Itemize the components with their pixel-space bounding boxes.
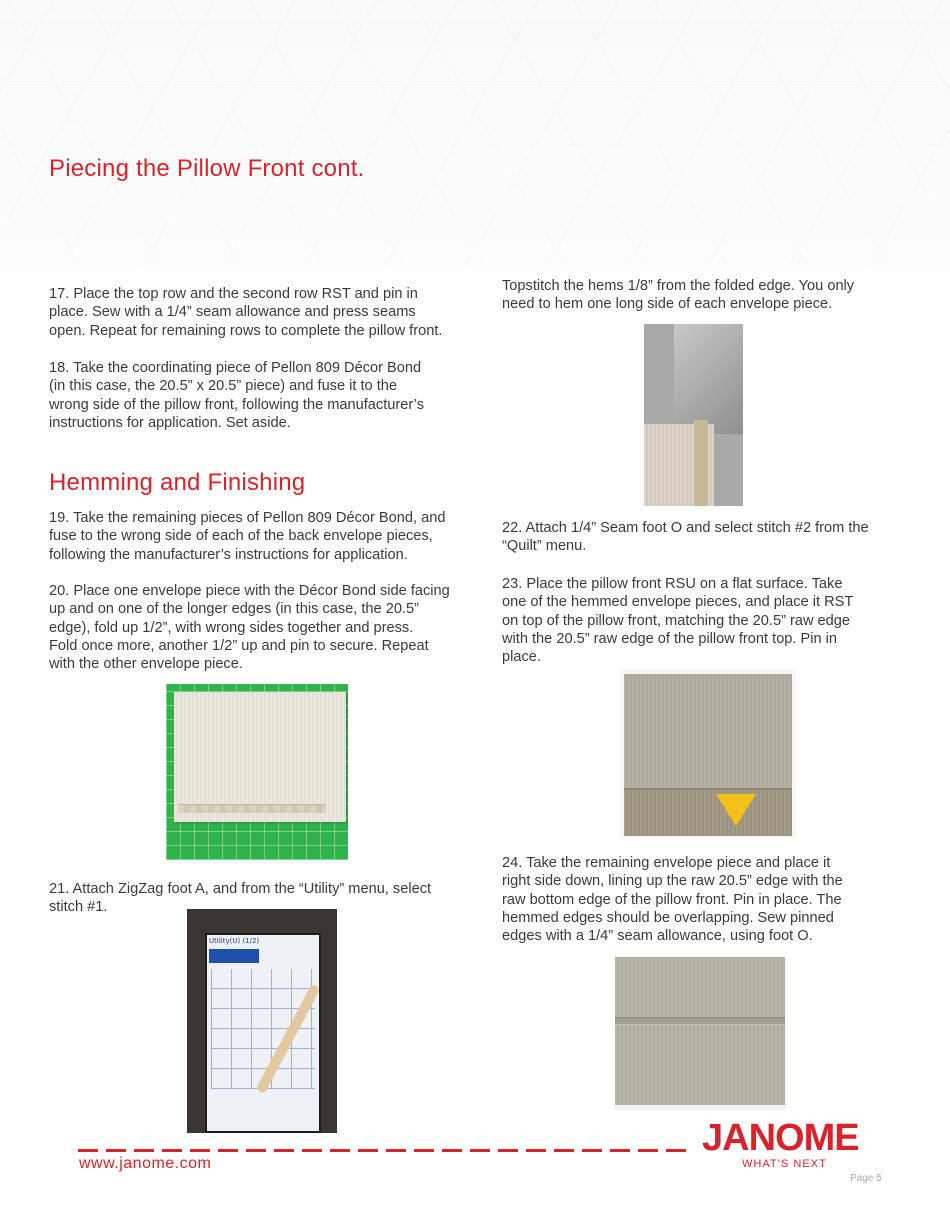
touch-screen <box>205 933 321 1133</box>
tagline: WHAT’S NEXT <box>742 1158 827 1170</box>
step-19: 19. Take the remaining pieces of Pellon 809 Décor Bond, and fuse to the wrong side of each of the back envelope pieces, following the manufacturer’s instructions for application. <box>49 510 446 563</box>
step-22: 22. Attach 1/4” Seam foot O and select stitch #2 from the “Quilt” menu. <box>502 520 869 555</box>
janome-logo: JANOME <box>702 1117 859 1159</box>
finished-back-photo <box>615 957 786 1110</box>
topstitch-photo <box>644 324 743 506</box>
screen-tab-bar <box>209 949 259 963</box>
pillow-front-fabric <box>624 674 792 792</box>
hem-edge <box>694 420 708 506</box>
step-18: 18. Take the coordinating piece of Pellon 809 Décor Bond (in this case, the 20.5” x 20.5” piece) and fuse it to the wrong side of the pillow front, following the manufacturer’s instructions for application. Set aside. <box>49 360 425 431</box>
envelope-piece <box>624 788 792 836</box>
step-24: 24. Take the remaining envelope piece and place it right side down, lining up the raw 20.5” edge with the raw bottom edge of the pillow front. Pin in place. The hemmed edges should be overlapping. Sew pinned edges with a 1/4” seam allowance, using foot O. <box>502 855 843 945</box>
envelope-fold-photo <box>166 684 348 860</box>
section-heading-hemming: Hemming and Finishing <box>49 469 306 496</box>
section-heading-piecing: Piecing the Pillow Front cont. <box>49 155 365 182</box>
header-background <box>0 0 950 268</box>
yellow-triangle <box>716 794 756 826</box>
machine-screen-photo <box>187 909 337 1133</box>
pillow-back-fabric <box>615 957 785 1105</box>
step-23: 23. Place the pillow front RSU on a flat surface. Take one of the hemmed envelope pieces, and place it RST on top of the pillow front, matching the 20.5” raw edge with the 20.5” raw edge of the pillow front top. Pin in place. <box>502 576 854 666</box>
step-21: 21. Attach ZigZag foot A, and from the “Utility” menu, select stitch #1. <box>49 881 432 916</box>
stitch-grid <box>211 969 315 1089</box>
step-17: 17. Place the top row and the second row RST and pin in place. Sew with a 1/4” seam allowance and press seams open. Repeat for remaining rows to complete the pillow front. <box>49 286 443 339</box>
footer-dashed-line <box>78 1149 690 1152</box>
overlap-seam <box>615 1017 785 1025</box>
pillow-front-photo <box>620 670 796 838</box>
page-number: Page 5 <box>850 1173 882 1184</box>
envelope-fabric <box>174 692 346 822</box>
machine-needle-plate <box>674 324 743 434</box>
topstitch-note: Topstitch the hems 1/8” from the folded edge. You only need to hem one long side of each envelope piece. <box>502 278 855 313</box>
screen-menu-title: Utility(U) (1/2) <box>209 937 260 945</box>
website-link[interactable]: www.janome.com <box>79 1155 212 1172</box>
pinned-hem <box>178 804 326 813</box>
step-20: 20. Place one envelope piece with the Décor Bond side facing up and on one of the longer edges (in this case, the 20.5” edge), fold up 1/2”, with wrong sides together and press. Fold once more, another 1/2” up and pin to secure. Repeat with the other envelope piece. <box>49 583 450 673</box>
